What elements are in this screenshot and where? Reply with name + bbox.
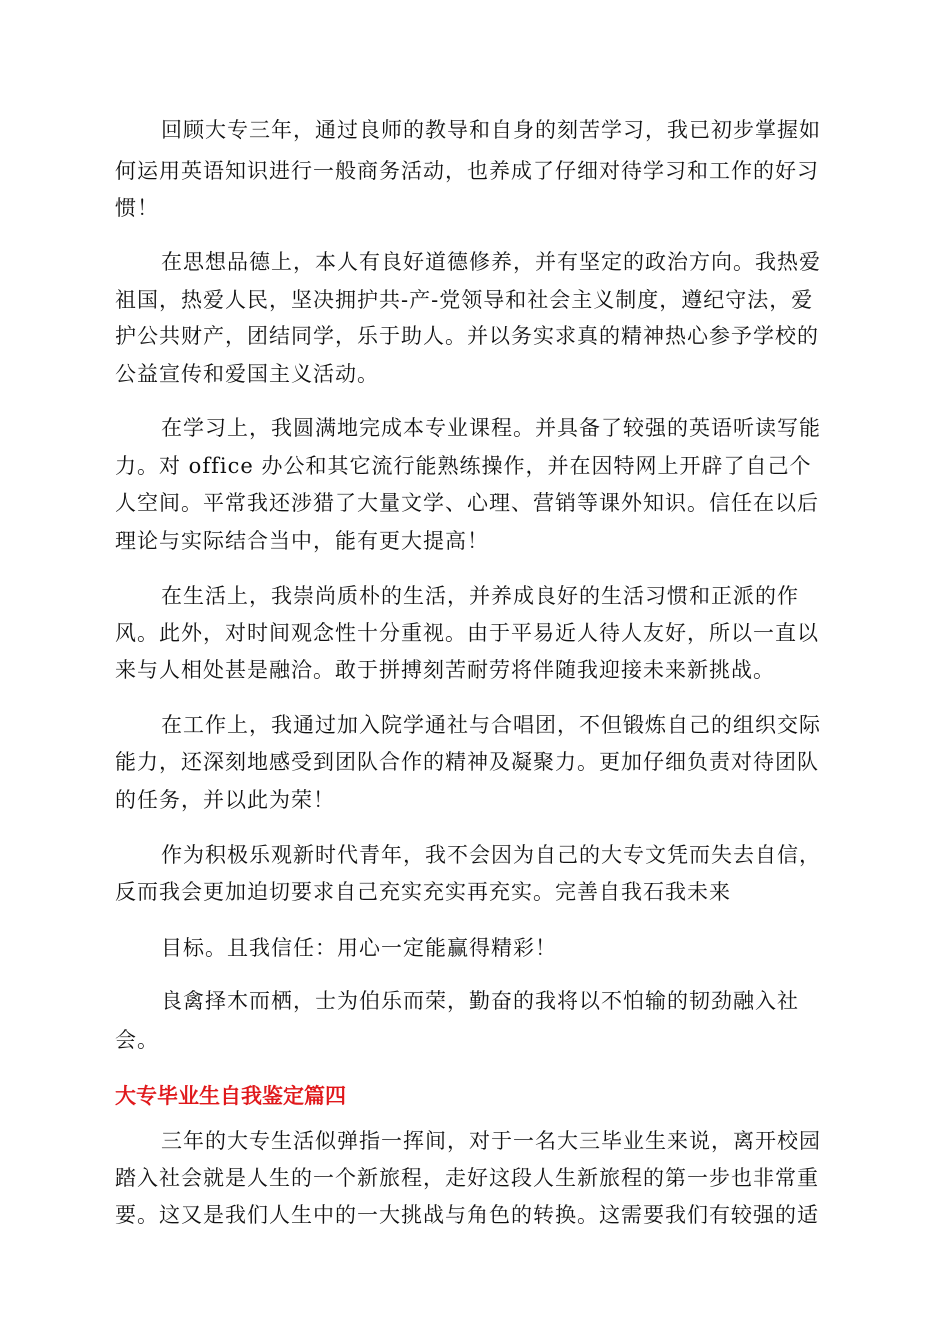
paragraph-line: 反而我会更加迫切要求自己充实充实再充实。完善自我石我未来 (115, 880, 731, 904)
paragraph-line: 人空间。平常我还涉猎了大量文学、心理、营销等课外知识。信任在以后 (115, 491, 819, 515)
paragraph-line: 理论与实际结合当中，能有更大提高！ (115, 529, 489, 553)
paragraph-line: 踏入社会就是人生的一个新旅程，走好这段人生新旅程的第一步也非常重 (115, 1166, 819, 1190)
paragraph-line: 在学习上，我圆满地完成本专业课程。并具备了较强的英语听读写能 (161, 416, 821, 440)
paragraph-line: 在思想品德上，本人有良好道德修养，并有坚定的政治方向。我热爱 (161, 250, 821, 274)
paragraph-line: 三年的大专生活似弹指一挥间，对于一名大三毕业生来说，离开校园 (161, 1129, 821, 1153)
paragraph-line: 目标。且我信任：用心一定能赢得精彩！ (161, 936, 557, 960)
paragraph-line: 力。对 office 办公和其它流行能熟练操作，并在因特网上开辟了自己个 (115, 454, 812, 478)
paragraph-line: 回顾大专三年，通过良师的教导和自身的刻苦学习，我已初步掌握如 (161, 118, 821, 142)
paragraph-line: 的任务，并以此为荣！ (115, 788, 335, 812)
section-heading: 大专毕业生自我鉴定篇四 (115, 1084, 346, 1108)
paragraph-line: 风。此外，对时间观念性十分重视。由于平易近人待人友好，所以一直以 (115, 621, 819, 645)
paragraph-line: 何运用英语知识进行一般商务活动，也养成了仔细对待学习和工作的好习 (115, 159, 819, 183)
paragraph-line: 在工作上，我通过加入院学通社与合唱团，不但锻炼自己的组织交际 (161, 713, 821, 737)
paragraph-line: 祖国，热爱人民，坚决拥护共-产-党领导和社会主义制度，遵纪守法，爱 (115, 288, 814, 312)
paragraph-line: 惯！ (115, 196, 159, 220)
paragraph-line: 公益宣传和爱国主义活动。 (115, 362, 379, 386)
paragraph-line: 要。这又是我们人生中的一大挑战与角色的转换。这需要我们有较强的适 (115, 1203, 819, 1227)
paragraph-line: 会。 (115, 1028, 159, 1052)
paragraph-line: 能力，还深刻地感受到团队合作的精神及凝聚力。更加仔细负责对待团队 (115, 750, 819, 774)
paragraph-line: 作为积极乐观新时代青年，我不会因为自己的大专文凭而失去自信， (161, 843, 821, 867)
paragraph-line: 来与人相处甚是融洽。敢于拼搏刻苦耐劳将伴随我迎接未来新挑战。 (115, 658, 775, 682)
paragraph-line: 护公共财产，团结同学，乐于助人。并以务实求真的精神热心参予学校的 (115, 324, 819, 348)
paragraph-line: 在生活上，我崇尚质朴的生活，并养成良好的生活习惯和正派的作 (161, 584, 799, 608)
paragraph-line: 良禽择木而栖，士为伯乐而荣，勤奋的我将以不怕输的韧劲融入社 (161, 989, 799, 1013)
